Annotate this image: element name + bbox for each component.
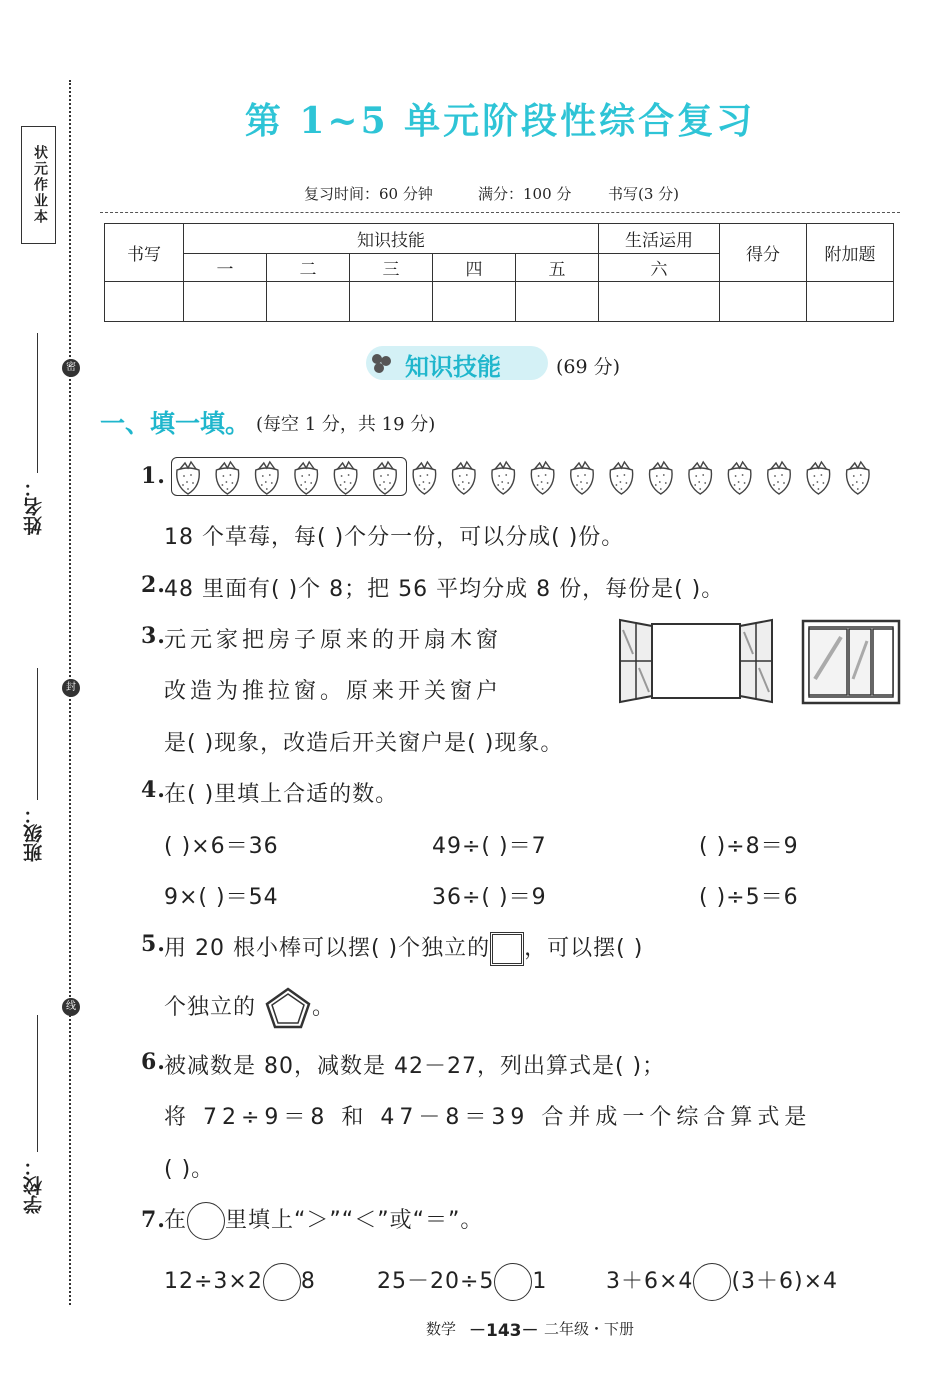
seal-feng: 封 [62,679,80,697]
name-label: 姓名： [23,478,45,535]
q5-text [164,931,643,966]
score-cell[interactable] [350,282,433,322]
col-life: 生活运用 [599,224,720,254]
class-label: 班级： [23,805,45,862]
strawberry-icon [728,462,751,494]
strawberry-icon [768,462,791,494]
q7-text [164,1202,483,1240]
q4-r1c2: 49÷( )＝7 [432,834,547,859]
q4-r1c1: ( )×6＝36 [164,834,279,859]
section-score: (69 分) [556,356,621,378]
q5-part-a: 用 20 根小棒可以摆( )个独立的 [164,936,491,961]
q7-number: 7. [141,1207,166,1233]
col-4: 四 [433,254,516,282]
compare-circle-3[interactable] [693,1263,731,1301]
q4-r2c1: 9×( )＝54 [164,885,279,910]
q4-r2c3: ( )÷5＝6 [699,885,799,910]
q4-number: 4. [141,777,166,803]
q4-r1c3: ( )÷8＝9 [699,834,799,859]
brand-label: 状元作业本 [21,126,56,244]
score-cell[interactable] [599,282,720,322]
q6-line2: 将 72÷9＝8 和 47－8＝39 合并成一个综合算式是 [164,1105,812,1130]
strawberries [174,458,884,498]
page-title: 第 1~5 单元阶段性综合复习 [244,100,756,142]
q3-line2: 改造为推拉窗。原来开关窗户 [164,679,503,704]
strawberry-icon [492,462,515,494]
strawberry-icon [807,462,830,494]
col-5: 五 [516,254,599,282]
compare-circle-example [187,1202,225,1240]
meta-full: 满分：100 分 [478,185,572,203]
compare-circle-1[interactable] [263,1263,301,1301]
part1-note: (每空 1 分，共 19 分) [256,414,436,435]
q5-part-c: 个独立的 [164,995,257,1020]
q7-expr3 [606,1263,838,1301]
strawberry-icon [256,462,279,494]
meta-time: 复习时间：60 分钟 [304,185,433,203]
q7-part-b: 里填上“＞”“＜”或“＝”。 [225,1208,484,1233]
sliding-window-icon [801,619,901,705]
strawberry-icon [610,462,633,494]
divider [100,212,900,213]
school-label: 学校： [23,1157,45,1214]
q7-expr3-left: 3＋6×4 [606,1269,694,1294]
col-2: 二 [267,254,350,282]
meta-writing: 书写(3 分) [608,185,680,203]
q7-expr1 [164,1263,316,1301]
seal-mi: 密 [62,359,80,377]
q6-line3: ( )。 [164,1157,215,1182]
strawberry-icon [374,462,397,494]
score-cell[interactable] [807,282,894,322]
strawberry-icon [334,462,357,494]
score-cell[interactable] [720,282,807,322]
pentagon-icon [264,986,312,1030]
q3-line1: 元元家把房子原来的开扇木窗 [164,628,503,653]
score-cell[interactable] [433,282,516,322]
clover-icon [369,352,393,374]
col-3: 三 [350,254,433,282]
col-6: 六 [599,254,720,282]
strawberry-icon [531,462,554,494]
footer-grade: 二年级・下册 [544,1320,635,1338]
col-writing: 书写 [105,224,184,282]
score-table [104,223,894,322]
q6-line1: 被减数是 80，减数是 42－27，列出算式是( )； [164,1054,666,1079]
strawberry-icon [650,462,673,494]
page-number: －143－ [469,1321,539,1341]
q5-number: 5. [141,931,166,957]
q7-part-a: 在 [164,1208,188,1233]
school-line [37,1015,38,1152]
strawberry-icon [295,462,318,494]
col-1: 一 [184,254,267,282]
strawberry-icon [847,462,870,494]
strawberry-icon [413,462,436,494]
q6-number: 6. [141,1049,166,1075]
col-score: 得分 [720,224,807,282]
q2-text: 48 里面有( )个 8；把 56 平均分成 8 份，每份是( )。 [164,577,725,602]
q3-line3: 是( )现象，改造后开关窗户是( )现象。 [164,731,564,756]
score-cell[interactable] [105,282,184,322]
seal-xian: 线 [62,998,80,1016]
class-line [37,668,38,800]
col-knowledge: 知识技能 [184,224,599,254]
q7-expr1-left: 12÷3×2 [164,1269,263,1294]
strawberry-icon [689,462,712,494]
name-line [37,333,38,473]
score-cell[interactable] [184,282,267,322]
q7-expr1-right: 8 [300,1269,316,1294]
q5-part-d: 。 [312,995,336,1020]
q7-expr2-left: 25－20÷5 [377,1269,495,1294]
strawberry-icon [453,462,476,494]
q7-expr2-right: 1 [532,1269,548,1294]
score-cell[interactable] [267,282,350,322]
compare-circle-2[interactable] [494,1263,532,1301]
q1-number: 1. [141,463,166,489]
footer-subject: 数学 [426,1320,457,1338]
q4-text: 在( )里填上合适的数。 [164,782,399,807]
score-cell[interactable] [516,282,599,322]
q5-line2 [164,986,335,1030]
casement-window-icon [618,618,774,704]
q7-expr2 [377,1263,547,1301]
q4-r2c2: 36÷( )＝9 [432,885,547,910]
strawberry-icon [177,462,200,494]
part1-title: 一、填一填。 [100,409,251,438]
q7-expr3-right: (3＋6)×4 [731,1269,839,1294]
q5-part-b: ，可以摆( ) [524,936,644,961]
strawberry-icon [571,462,594,494]
section-title: 知识技能 [405,353,501,381]
q1-text: 18 个草莓，每( )个分一份，可以分成( )份。 [164,525,625,550]
q2-number: 2. [141,572,166,598]
strawberry-icon [216,462,239,494]
q3-number: 3. [141,623,166,649]
col-extra: 附加题 [807,224,894,282]
square-icon [490,932,524,966]
